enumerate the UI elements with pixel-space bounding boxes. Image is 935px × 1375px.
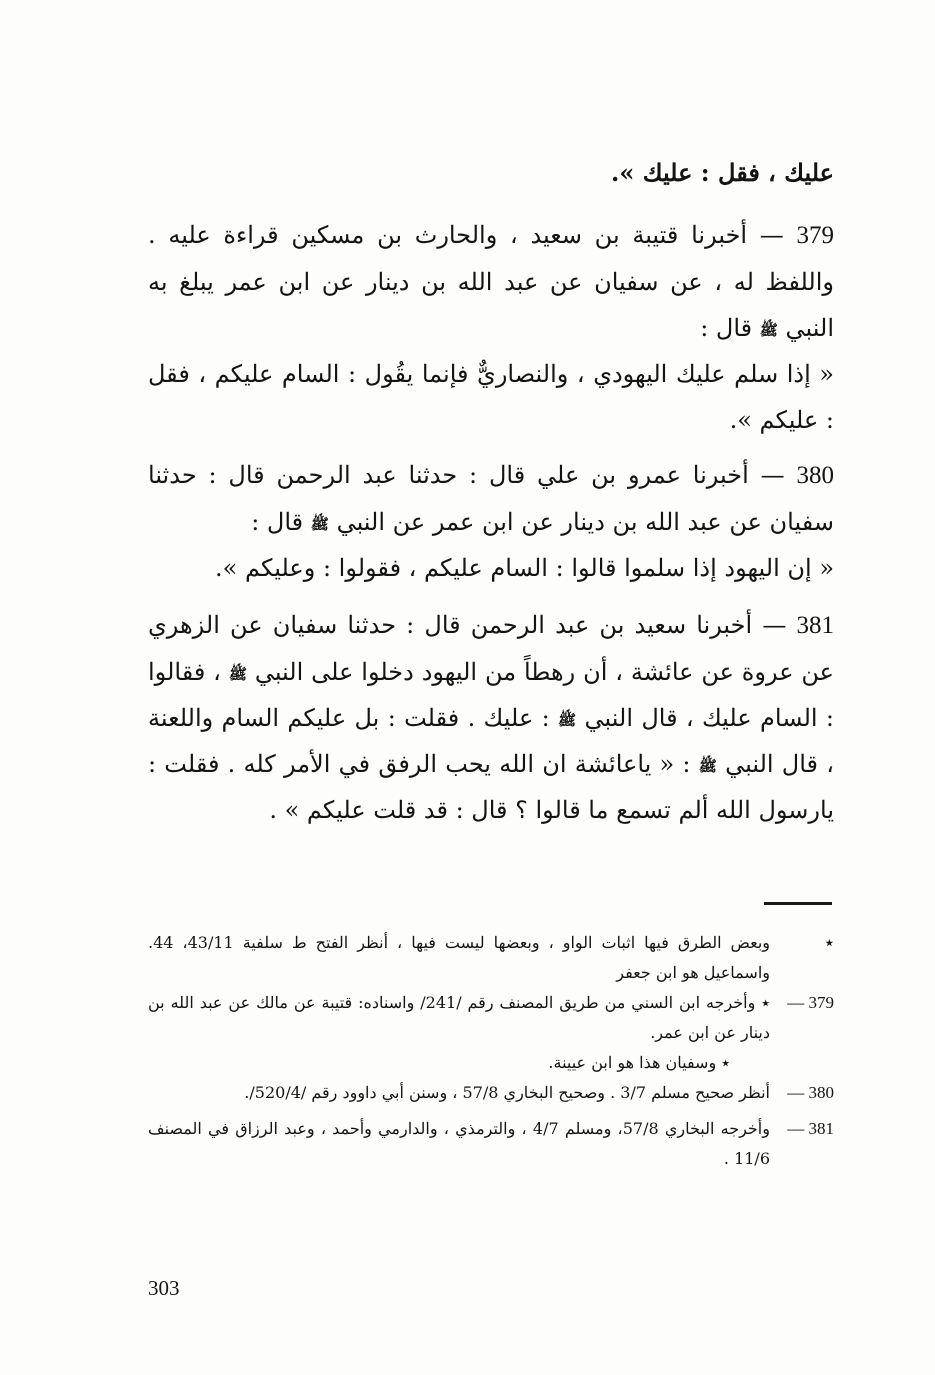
footnote-379-text: ٭ وأخرجه ابن السني من طريق المصنف رقم /241/ واسناده: قتيبة عن مالك عن عبد الله بن دينار عن ابن عمر. <box>148 993 770 1042</box>
hadith-381-number: 381 <box>796 612 834 639</box>
hadith-381-paragraph <box>148 602 834 833</box>
footnote-star-text: وبعض الطرق فيها اثبات الواو ، وبعضها ليست فيها ، أنظر الفتح ط سلفية 43/11، 44. واسماعيل هو ابن جعفر <box>148 933 771 982</box>
footnote-379-text-2: ٭ وسفيان هذا هو ابن عيينة. <box>548 1053 730 1072</box>
hadith-380-paragraph <box>148 452 834 545</box>
footnote-381 <box>148 1114 834 1174</box>
footnotes <box>148 928 834 1174</box>
footnote-380 <box>148 1078 834 1108</box>
hadith-379-quote: « إذا سلم عليك اليهودي ، والنصاريٌّ فإنما يقُول : السام عليكم ، فقل : عليكم ». <box>148 360 834 434</box>
hadith-381-text-3: : عليك . فقلت : بل عليكم السام واللعنة ، قال النبي <box>148 704 834 778</box>
footnote-379 <box>148 988 834 1078</box>
salawat-ligature-icon: ﷺ <box>228 664 247 683</box>
hadith-379-dash: — <box>759 221 784 249</box>
salawat-ligature-icon: ﷺ <box>558 710 577 729</box>
footnote-separator <box>764 902 832 905</box>
opening-line-text: عليك ، فقل : عليك ». <box>611 158 834 187</box>
hadith-380-quote: « إن اليهود إذا سلموا قالوا : السام عليكم ، فقولوا : وعليكم ». <box>215 554 834 582</box>
footnote-381-ref: 381 — <box>787 1119 834 1138</box>
hadith-380-text-after: قال : <box>251 508 304 536</box>
footnote-380-ref: 380 — <box>787 1083 834 1102</box>
footnote-379-ref: 379 — <box>787 993 834 1012</box>
hadith-379-number: 379 <box>796 222 834 249</box>
hadith-381-dash: — <box>762 611 787 639</box>
hadith-380 <box>148 452 834 591</box>
hadith-381-text-1: أخبرنا سعيد بن عبد الرحمن قال : حدثنا سفيان عن الزهري عن عروة عن عائشة ، أن رهطاً من اليهود دخلوا على النبي <box>148 611 834 686</box>
footnote-381-text: وأخرجه البخاري 57/8، ومسلم 4/7 ، والترمذي ، والدارمي وأحمد ، وعبد الرزاق في المصنف 11/6 . <box>148 1119 770 1168</box>
salawat-ligature-icon: ﷺ <box>698 756 717 775</box>
footnote-star <box>148 928 834 988</box>
opening-line <box>148 150 834 196</box>
hadith-381-text-2: ، فقالوا : السام عليك ، قال النبي <box>148 658 835 732</box>
hadith-380-text: أخبرنا عمرو بن علي قال : حدثنا عبد الرحمن قال : حدثنا سفيان عن عبد الله بن دينار عن ابن عمر عن النبي <box>148 461 834 536</box>
hadith-379-paragraph <box>148 212 834 351</box>
hadith-381 <box>148 602 834 833</box>
footnote-star-ref: ٭ <box>824 933 834 952</box>
hadith-381-text-4: : « ياعائشة ان الله يحب الرفق في الأمر كله . فقلت : يارسول الله ألم تسمع ما قالوا ؟ قال : قد قلت عليكم » . <box>148 750 834 824</box>
hadith-379 <box>148 212 834 443</box>
hadith-380-number: 380 <box>796 462 834 489</box>
footnote-380-text: أنظر صحيح مسلم 3/7 . وصحيح البخاري 57/8 ، وسنن أبي داوود رقم /520/4/. <box>244 1083 770 1102</box>
page-number: 303 <box>148 1276 180 1300</box>
hadith-379-text-after: قال : <box>700 314 753 342</box>
salawat-ligature-icon: ﷺ <box>310 514 329 533</box>
hadith-379-text: أخبرنا قتيبة بن سعيد ، والحارث بن مسكين قراءة عليه . واللفظ له ، عن سفيان عن عبد الله بن دينار عن ابن عمر يبلغ به النبي <box>148 221 834 342</box>
salawat-ligature-icon: ﷺ <box>759 320 778 339</box>
hadith-380-dash: — <box>760 461 785 489</box>
